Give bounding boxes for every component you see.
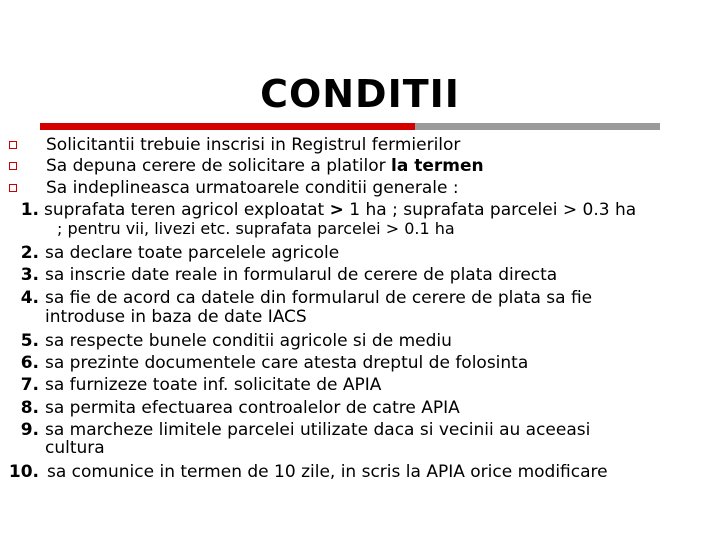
bullet-item-2: [0, 156, 720, 178]
item-continuation: cultura: [45, 438, 105, 458]
item-number: 9.: [20, 420, 39, 440]
item-number: 8.: [20, 398, 39, 418]
title-text: CONDITII: [260, 72, 460, 116]
item-text: sa comunice in termen de 10 zile, in scris la APIA orice modificare: [47, 462, 608, 482]
item-number: 4.: [20, 288, 39, 308]
bullet-bold-text: la termen: [391, 156, 484, 176]
item-number: 2.: [20, 243, 39, 263]
item-text: sa prezinte documentele care atesta dreptul de folosinta: [45, 353, 529, 373]
item-text: suprafata teren agricol exploatat: [44, 200, 330, 220]
square-bullet-icon: [9, 162, 17, 170]
item-number: 3.: [20, 265, 39, 285]
title-underline-gray: [415, 123, 660, 130]
item-text: sa permita efectuarea controalelor de catre APIA: [45, 398, 460, 418]
bullet-text: Sa depuna cerere de solicitare a platilor: [46, 156, 392, 176]
item-number: 7.: [20, 375, 39, 395]
bullet-text: Sa indeplineasca urmatoarele conditii generale :: [46, 178, 459, 198]
item-text: sa furnizeze toate inf. solicitate de APIA: [45, 375, 382, 395]
item-number: 5.: [20, 331, 39, 351]
item-continuation: ; pentru vii, livezi etc. suprafata parcelei > 0.1 ha: [57, 219, 455, 238]
square-bullet-icon: [9, 184, 17, 192]
item-text: sa fie de acord ca datele din formularul de cerere de plata sa fie: [45, 288, 593, 308]
item-continuation: introduse in baza de date IACS: [45, 307, 307, 327]
item-text: sa inscrie date reale in formularul de cerere de plata directa: [45, 265, 558, 285]
item-number: 6.: [20, 353, 39, 373]
bullet-text: Solicitantii trebuie inscrisi in Registrul fermierilor: [46, 135, 461, 155]
item-text-cont: 1 ha ; suprafata parcelei > 0.3 ha: [343, 200, 637, 220]
bullet-item-3: [0, 178, 720, 200]
item-number: 10.: [8, 462, 39, 482]
page-title: [0, 72, 720, 116]
item-number: 1.: [20, 200, 39, 220]
bullet-item-1: [0, 135, 720, 157]
item-gt-sign: >: [329, 200, 344, 220]
square-bullet-icon: [9, 141, 17, 149]
item-text: sa marcheze limitele parcelei utilizate daca si vecinii au aceeasi: [45, 420, 591, 440]
title-underline-red: [40, 123, 415, 130]
item-text: sa declare toate parcelele agricole: [45, 243, 340, 263]
item-text: sa respecte bunele conditii agricole si de mediu: [45, 331, 452, 351]
